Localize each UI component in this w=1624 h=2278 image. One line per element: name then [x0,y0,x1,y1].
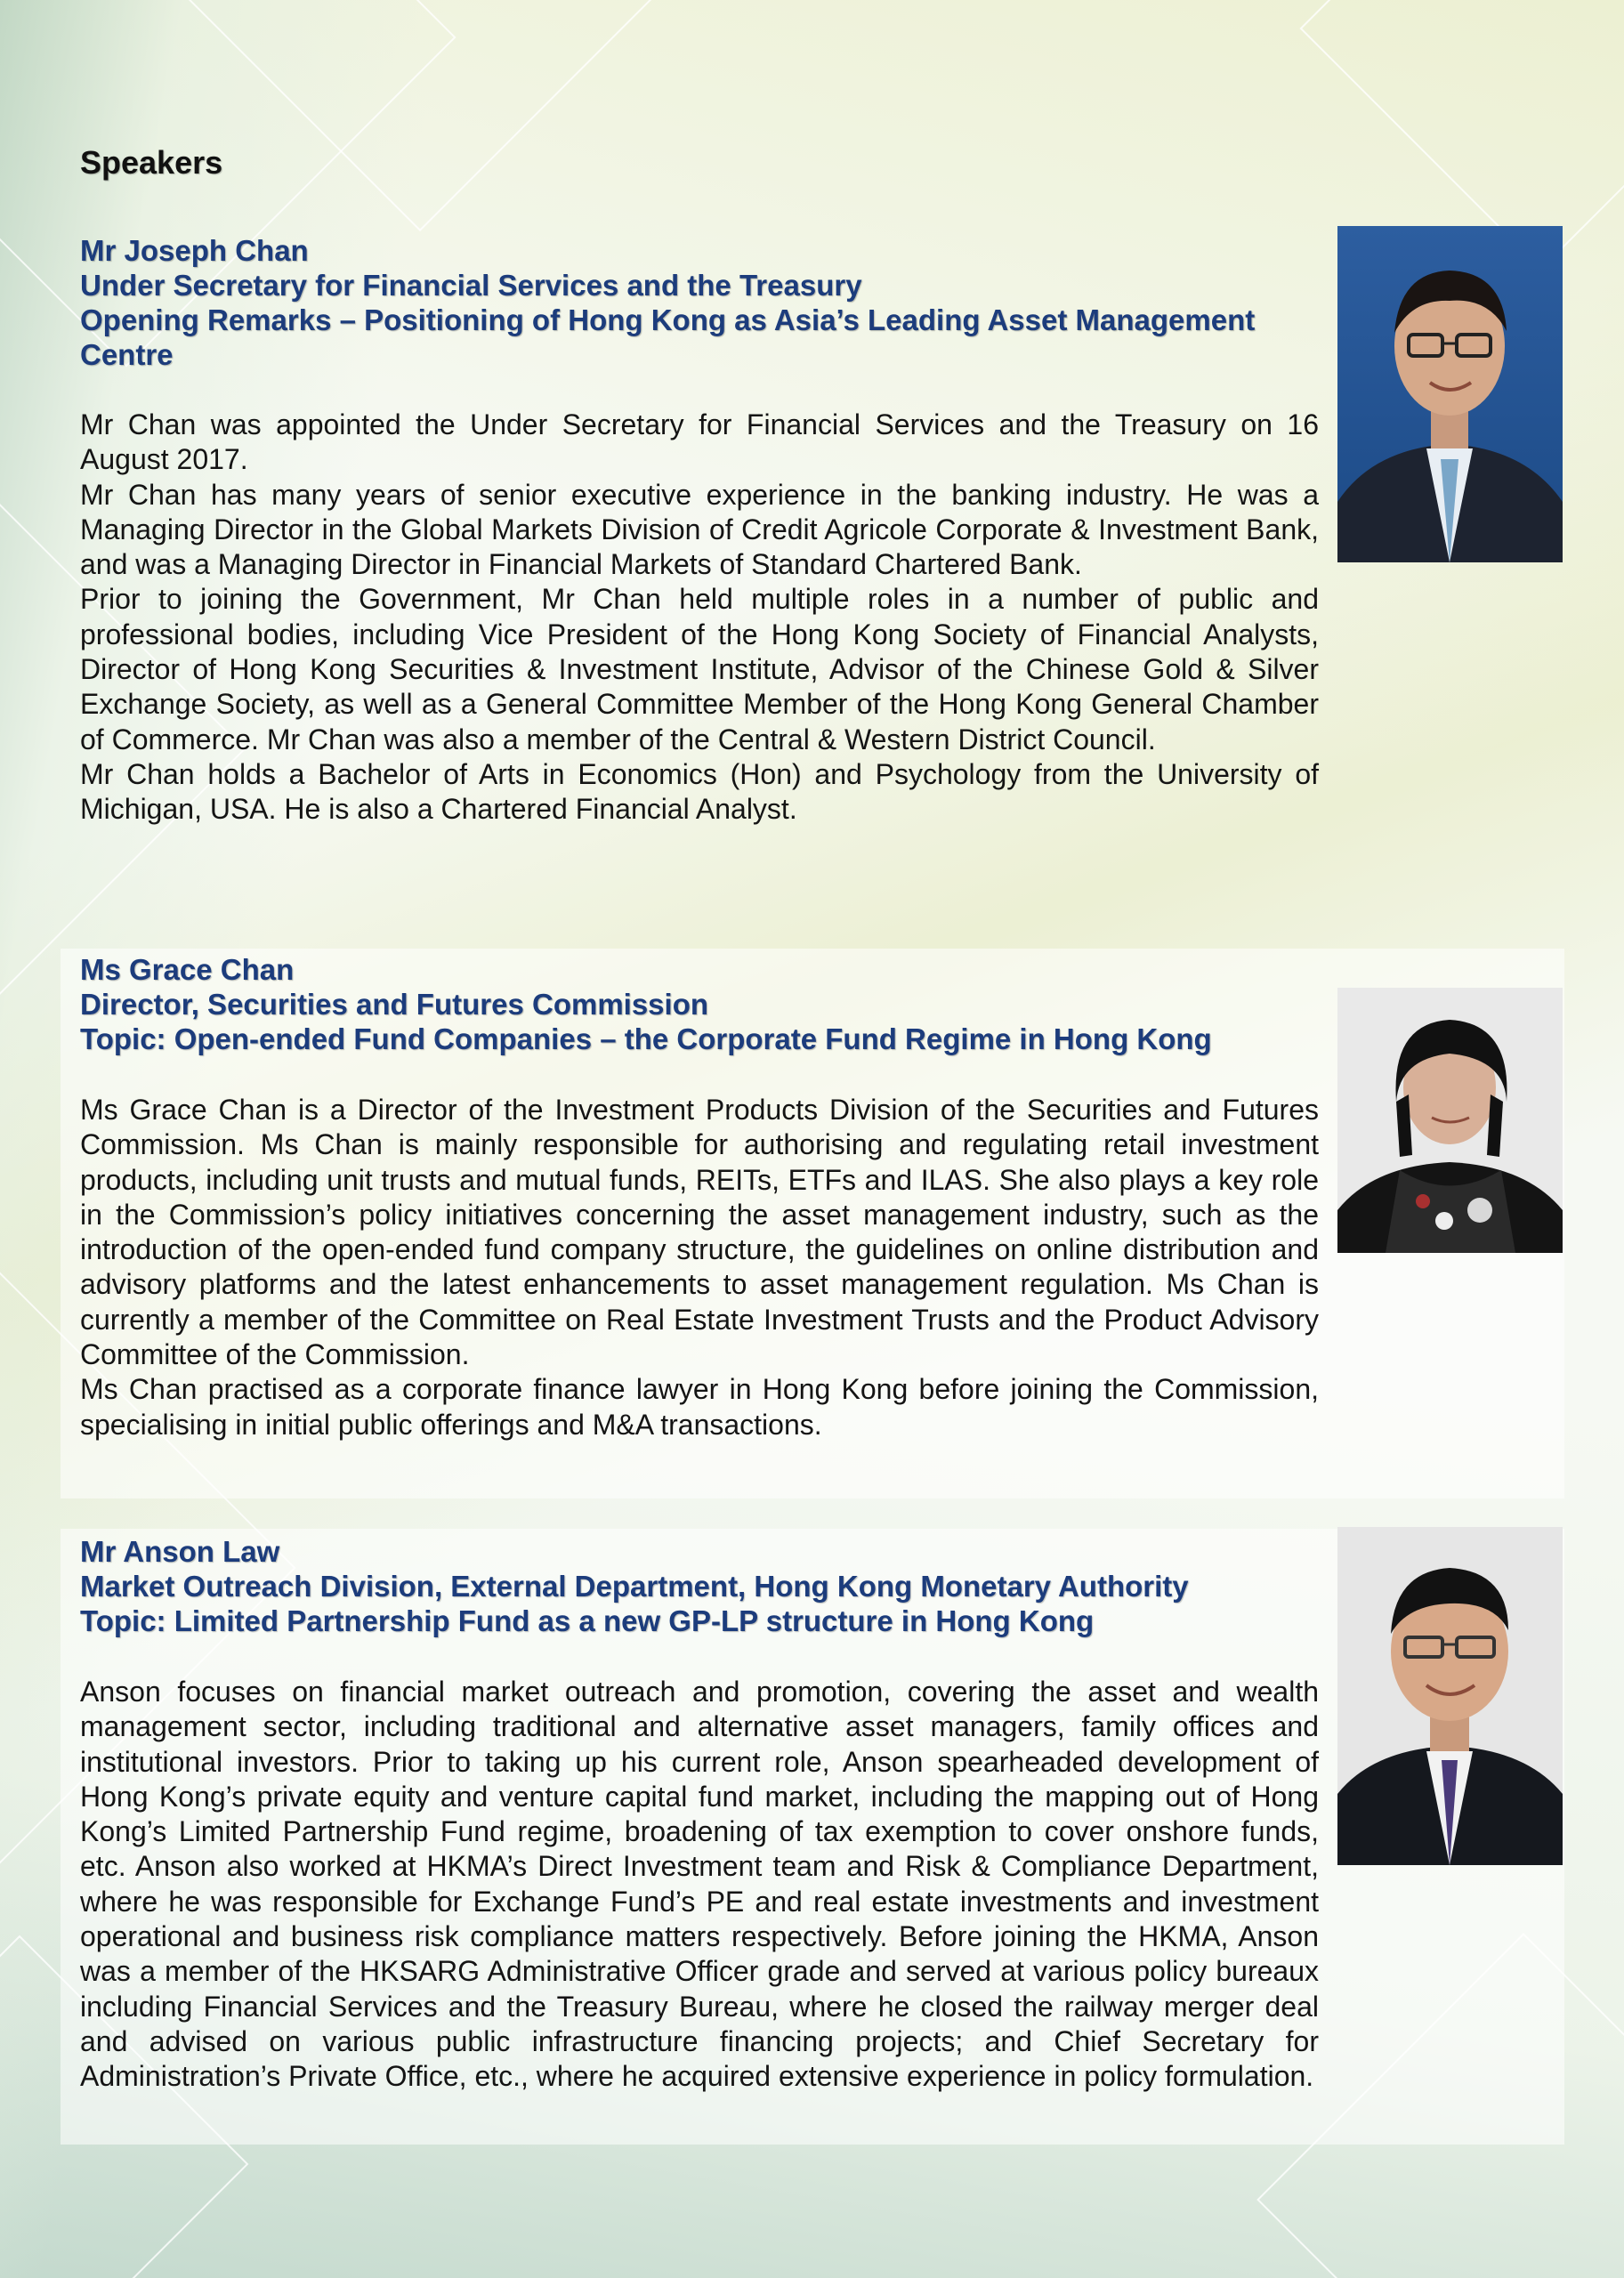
speaker-topic-line: Centre [80,338,174,371]
speaker-header [80,1534,1308,1638]
speaker-bio [80,1093,1319,1442]
bio-paragraph: Ms Grace Chan is a Director of the Investment Products Division of the Securities and Futures Commission. Ms Chan is mainly responsible for authorising and regulating retail investment products, including unit trusts and mutual funds, REITs, ETFs and ILAS. She also plays a key role in the Commission’s policy initiatives concerning the asset management industry, such as the introduction of the open-ended fund company structure, the guidelines on online distribution and advisory platforms and the latest enhancements to asset management regulation. Ms Chan is currently a member of the Committee on Real Estate Investment Trusts and the Product Advisory Committee of the Commission. [80,1094,1319,1371]
bio-paragraph: Ms Chan practised as a corporate finance lawyer in Hong Kong before joining the Commission, specialising in initial public offerings and M&A transactions. [80,1373,1319,1441]
speaker-name: Mr Anson Law [80,1535,280,1568]
bio-paragraph: Anson focuses on financial market outreach and promotion, covering the asset and wealth management sector, including traditional and alternative asset managers, family offices and institutional investors. Prior to taking up his current role, Anson spearheaded development of Hong Kong’s private equity and venture capital fund market, including the mapping out of Hong Kong’s Limited Partnership Fund regime, broadening of tax exemption to cover onshore funds, etc. Anson also worked at HKMA’s Direct Investment team and Risk & Compliance Department, where he was responsible for Exchange Fund’s PE and real estate investments and investment operational and business risk compliance matters respectively. Before joining the HKMA, Anson was a member of the HKSARG Administrative Officer grade and served at various policy bureaux including Financial Services and the Treasury Bureau, where he closed the railway merger deal and advised on various public infrastructure financing projects; and Chief Secretary for Administration’s Private Office, etc., where he acquired extensive experience in policy formulation. [80,1676,1319,2093]
speaker-photo-grace-chan [1337,988,1563,1253]
bio-paragraph: Prior to joining the Government, Mr Chan held multiple roles in a number of public and professional bodies, including Vice President of the Hong Kong Society of Financial Analysts, Director of Hong Kong Securities & Investment Institute, Advisor of the Chinese Gold & Silver Exchange Society, as well as a General Committee Member of the Hong Kong General Chamber of Commerce. Mr Chan was also a member of the Central & Western District Council. [80,583,1319,755]
speaker-name: Mr Joseph Chan [80,234,309,267]
bio-paragraph: Mr Chan was appointed the Under Secretary for Financial Services and the Treasury on 16 August 2017. [80,408,1319,476]
speaker-title: Market Outreach Division, External Department, Hong Kong Monetary Authority [80,1570,1189,1603]
bio-paragraph: Mr Chan has many years of senior executive experience in the banking industry. He was a Managing Director in the Global Markets Division of Credit Agricole Corporate & Investment Bank, and was a Managing Director in Financial Markets of Standard Chartered Bank. [80,478,1319,581]
speaker-bio [80,408,1319,828]
speaker-header [80,952,1308,1056]
speaker-header [80,233,1308,372]
speaker-photo-anson-law [1337,1527,1563,1865]
page-heading: Speakers [80,144,223,181]
speaker-title: Under Secretary for Financial Services and the Treasury [80,269,862,302]
speaker-topic-line: Opening Remarks – Positioning of Hong Kong as Asia’s Leading Asset Management [80,303,1256,336]
speaker-topic-line: Topic: Open-ended Fund Companies – the Corporate Fund Regime in Hong Kong [80,1022,1212,1055]
speaker-title: Director, Securities and Futures Commission [80,988,709,1021]
speaker-topic-line: Topic: Limited Partnership Fund as a new GP-LP structure in Hong Kong [80,1604,1095,1637]
speaker-bio [80,1675,1319,2095]
speaker-name: Ms Grace Chan [80,953,295,986]
bio-paragraph: Mr Chan holds a Bachelor of Arts in Economics (Hon) and Psychology from the University of Michigan, USA. He is also a Chartered Financial Analyst. [80,757,1319,826]
speaker-photo-joseph-chan [1337,226,1563,562]
